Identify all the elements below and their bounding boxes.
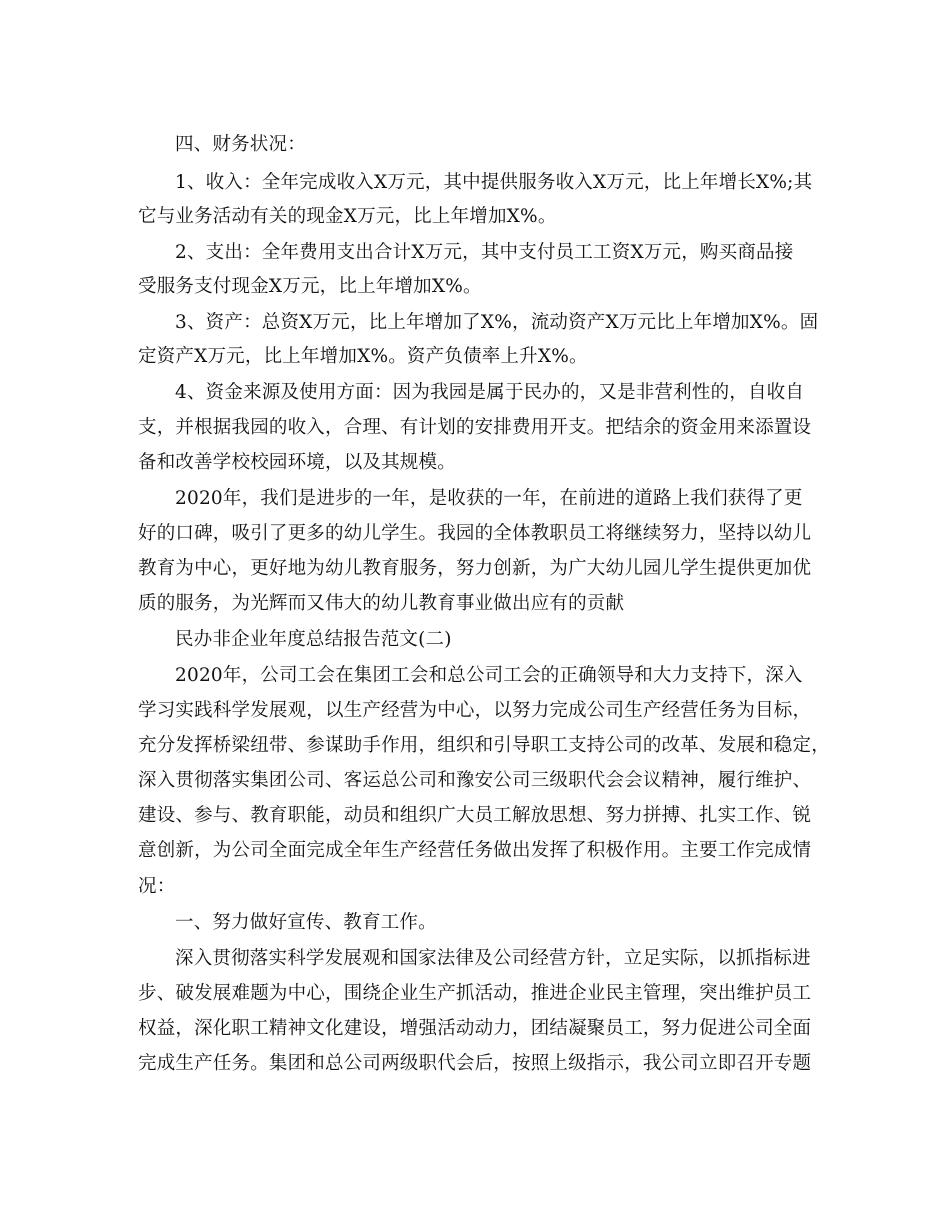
paragraph-line: 备和改善学校校园环境，以及其规模。 [138,452,456,473]
paragraph-line: 它与业务活动有关的现金X万元，比上年增加X%。 [138,206,557,227]
paragraph-line: 意创新，为公司全面完成全年生产经营任务做出发挥了积极作用。主要工作完成情 [138,840,812,861]
section-title: 民办非企业年度总结报告范文(二) [175,629,452,650]
paragraph-line: 定资产X万元，比上年增加X%。资产负债率上升X%。 [138,346,588,367]
paragraph-line: 受服务支付现金X万元，比上年增加X%。 [138,276,482,297]
paragraph-line: 好的口碑，吸引了更多的幼儿学生。我园的全体教职员工将继续努力，坚持以幼儿 [138,523,812,544]
paragraph-line: 2020年，我们是进步的一年，是收获的一年，在前进的道路上我们获得了更 [175,488,803,509]
paragraph-line: 权益，深化职工精神文化建设，增强活动动力，团结凝聚员工，努力促进公司全面 [138,1018,812,1039]
paragraph-line: 2、支出：全年费用支出合计X万元，其中支付员工工资X万元，购买商品接 [175,242,794,263]
paragraph-line: 支，并根据我园的收入，合理、有计划的安排费用开支。把结余的资金用来添置设 [138,417,812,438]
paragraph-line: 完成生产任务。集团和总公司两级职代会后，按照上级指示，我公司立即召开专题 [138,1053,812,1074]
heading-publicity-education: 一、努力做好宣传、教育工作。 [175,912,437,933]
paragraph-line: 建设、参与、教育职能，动员和组织广大员工解放思想、努力拼搏、扎实工作、锐 [138,805,812,826]
paragraph-line: 质的服务，为光辉而又伟大的幼儿教育事业做出应有的贡献 [138,593,625,614]
paragraph-line: 2020年，公司工会在集团工会和总公司工会的正确领导和大力支持下，深入 [175,665,803,686]
heading-finance-status: 四、财务状况： [175,134,306,155]
paragraph-line: 况： [138,876,176,897]
paragraph-line: 教育为中心，更好地为幼儿教育服务，努力创新，为广大幼儿园儿学生提供更加优 [138,558,812,579]
paragraph-line: 深入贯彻落实集团公司、客运总公司和豫安公司三级职代会会议精神，履行维护、 [138,770,812,791]
paragraph-line: 学习实践科学发展观，以生产经营为中心，以努力完成公司生产经营任务为目标， [138,700,812,721]
paragraph-line: 深入贯彻落实科学发展观和国家法律及公司经营方针，立足实际，以抓指标进 [175,948,811,969]
paragraph-line: 3、资产：总资X万元，比上年增加了X%，流动资产X万元比上年增加X%。固 [175,312,819,333]
paragraph-line: 4、资金来源及使用方面：因为我园是属于民办的，又是非营利性的，自收自 [175,382,805,403]
paragraph-line: 充分发挥桥梁纽带、参谋助手作用，组织和引导职工支持公司的改革、发展和稳定， [138,735,830,756]
paragraph-line: 1、收入：全年完成收入X万元，其中提供服务收入X万元，比上年增长X%;其 [175,172,813,193]
paragraph-line: 步、破发展难题为中心，围绕企业生产抓活动，推进企业民主管理，突出维护员工 [138,983,812,1004]
